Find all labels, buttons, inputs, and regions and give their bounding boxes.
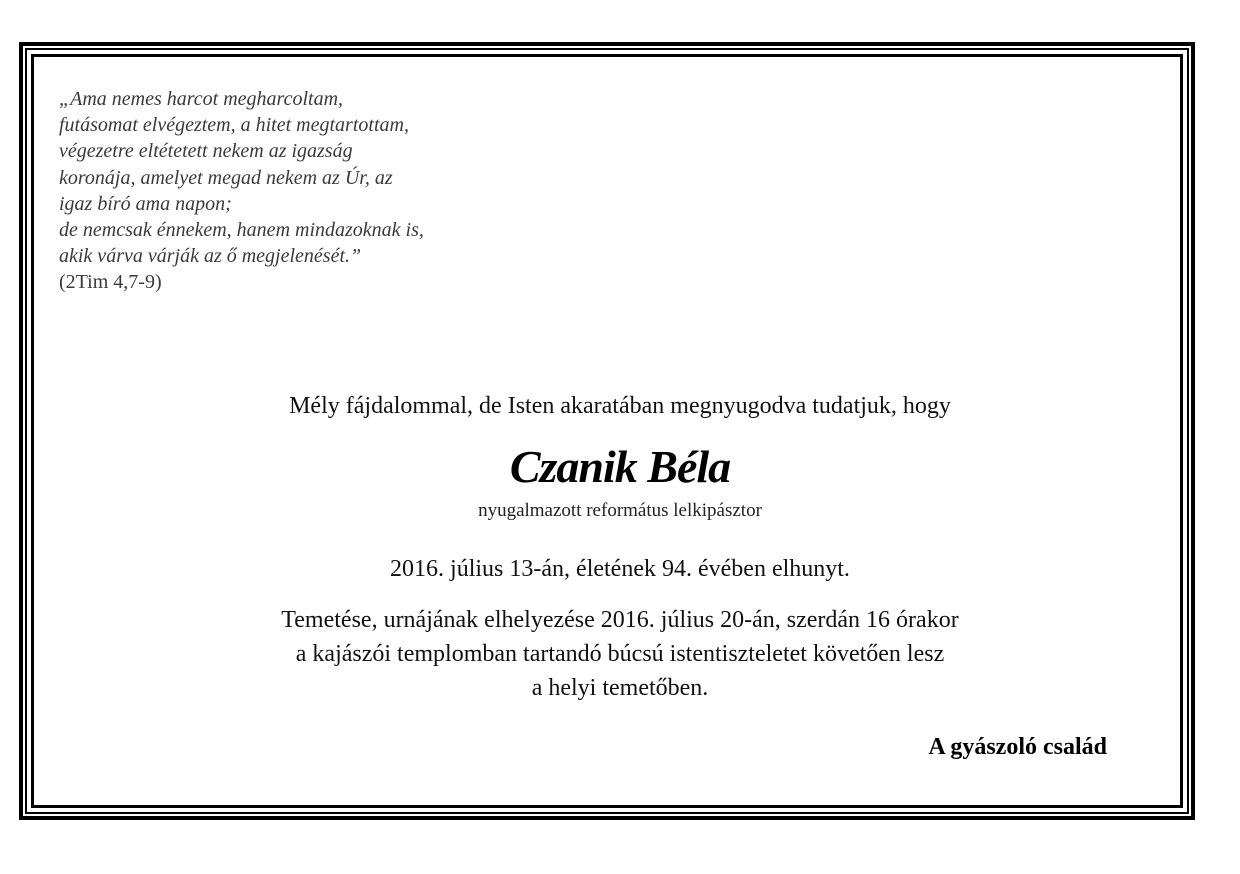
funeral-details	[0, 603, 1240, 705]
quote-line: „Ama nemes harcot megharcoltam,	[59, 88, 344, 110]
deceased-name: Czanik Béla	[509, 441, 731, 492]
deceased-role: nyugalmazott református lelkipásztor	[478, 500, 762, 521]
quote-line: koronája, amelyet megad nekem az Úr, az	[59, 166, 393, 189]
quote-line: akik várva várják az ő megjelenését.”	[59, 245, 362, 268]
quote-reference: (2Tim 4,7-9)	[59, 271, 162, 294]
funeral-line: a kajászói templomban tartandó búcsú istentiszteletet követően lesz	[295, 641, 945, 667]
quote-line: de nemcsak énnekem, hanem mindazoknak is,	[59, 219, 424, 242]
quote-line: végezetre eltétetett nekem az igazság	[59, 140, 353, 163]
funeral-line: Temetése, urnájának elhelyezése 2016. július 20-án, szerdán 16 órakor	[281, 607, 959, 633]
quote-line: igaz bíró ama napon;	[59, 192, 232, 215]
bible-quote	[59, 86, 519, 296]
death-notice: 2016. július 13-án, életének 94. évében elhunyt.	[390, 556, 850, 582]
announcement-intro: Mély fájdalommal, de Isten akaratában megnyugodva tudatjuk, hogy	[289, 393, 951, 419]
signature: A gyászoló család	[928, 734, 1107, 760]
quote-line: futásomat elvégeztem, a hitet megtartottam,	[59, 114, 409, 137]
funeral-line: a helyi temetőben.	[531, 675, 709, 701]
